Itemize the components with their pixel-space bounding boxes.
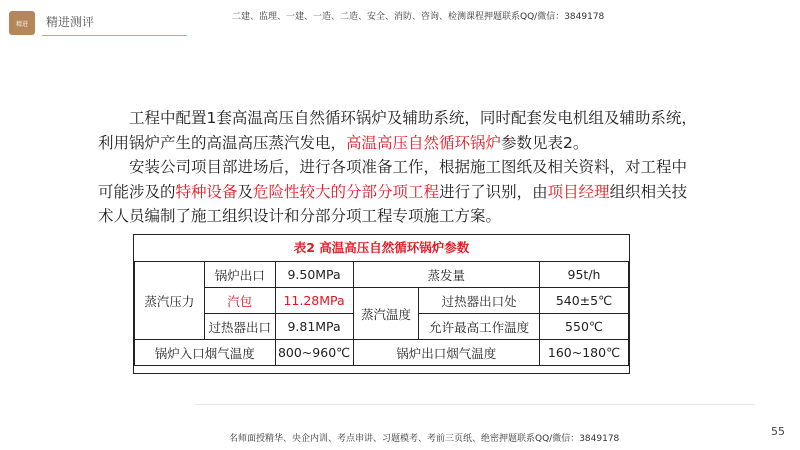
cell-boiler-outlet-val: 9.50MPa [275,262,353,288]
table-row [135,288,629,314]
top-notice: 二建、监理、一建、一造、二造、安全、消防、咨询、检测课程押题联系QQ/微信：3849178 [232,12,605,22]
cell-evaporation-val: 95t/h [540,262,629,288]
cell-steam-pressure: 蒸汽压力 [135,262,205,340]
p2-highlight-special-equipment: 特种设备 [175,182,238,201]
cell-superheater-outlet-point: 过热器出口处 [419,288,540,314]
cell-superheater-outlet: 过热器出口 [204,314,275,340]
p2-text-d: 组织相关技术人员编制了施工组织设计和分部分项工程专项施工方案。 [98,182,688,226]
cell-inlet-flue-temp-val: 800~960℃ [275,340,353,366]
table-row [135,340,629,366]
footer-notice: 名师面授精华、央企内训、考点串讲、习题模考、考前三页纸、绝密押题联系QQ/微信：3849178 [229,434,620,444]
paragraph-1 [98,106,698,155]
cell-steam-temp: 蒸汽温度 [353,288,419,340]
cell-outlet-flue-temp-val: 160~180℃ [540,340,629,366]
p1-highlight: 高温高压自然循环锅炉 [346,133,502,152]
params-grid [134,261,629,366]
page-number: 55 [771,425,785,438]
p1-text-b: 参数见表2。 [501,133,589,152]
paragraph-2 [98,155,698,229]
cell-boiler-outlet: 锅炉出口 [204,262,275,288]
footer-divider [195,404,755,405]
header-divider [42,35,187,36]
cell-drum: 汽包 [204,288,275,314]
cell-max-superheater-temp-val: 550℃ [540,314,629,340]
table-title: 表2 高温高压自然循环锅炉参数 [293,240,470,255]
boiler-params-table [133,234,630,374]
p1-text-a: 工程中配置1套高温高压自然循环锅炉及辅助系统，同时配套发电机组及辅助系统，利用锅炉产生的高温高压蒸汽发电， [98,109,697,152]
p2-highlight-dangerous-works: 危险性较大的分部分项工程 [253,182,440,201]
cell-outlet-flue-temp: 锅炉出口烟气温度 [353,340,539,366]
p2-highlight-project-manager: 项目经理 [547,182,610,201]
brand-name: 精进测评 [46,15,95,29]
p2-text-a: 安装公司项目部进场后，进行各项准备工作，根据施工图纸及相关资料，对工程中可能涉及的 [98,158,688,201]
logo [9,11,35,35]
cell-evaporation: 蒸发量 [353,262,539,288]
table-row [135,262,629,288]
cell-drum-val: 11.28MPa [275,288,353,314]
cell-superheater-outlet-val: 9.81MPa [275,314,353,340]
cell-max-superheater-temp: 允许最高工作温度 [419,314,540,340]
cell-superheater-outlet-point-val: 540±5℃ [540,288,629,314]
cell-inlet-flue-temp: 锅炉入口烟气温度 [135,340,276,366]
logo-text: 精进 [15,20,28,28]
p2-text-b: 及 [237,182,254,201]
p2-text-c: 进行了识别，由 [439,182,548,201]
